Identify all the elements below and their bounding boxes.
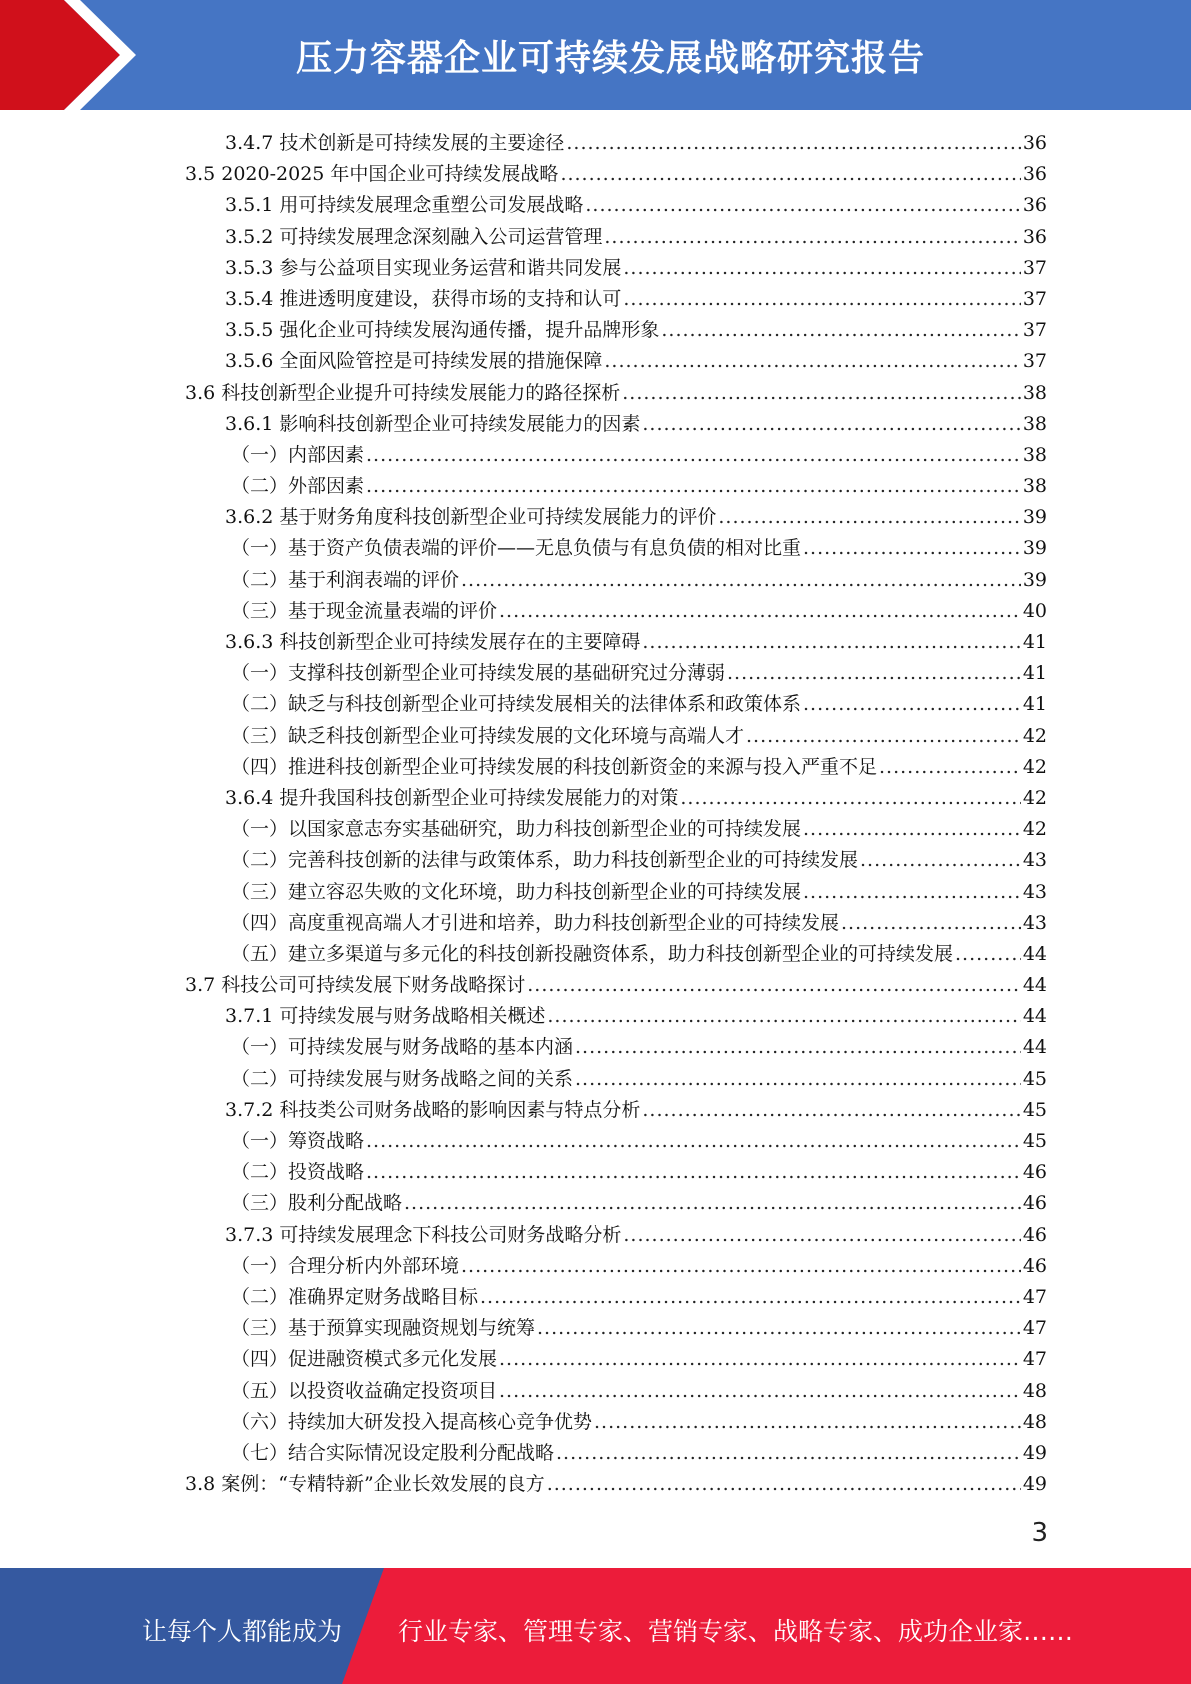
- toc-entry[interactable]: [185, 658, 1047, 689]
- toc-entry-page: 42: [1022, 755, 1047, 778]
- toc-entry[interactable]: [185, 970, 1047, 1001]
- toc-entry-title: （一）内部因素: [231, 443, 365, 466]
- toc-entry[interactable]: [185, 346, 1047, 377]
- toc-entry-page: 38: [1022, 475, 1047, 498]
- toc-dot-leader: [366, 440, 1021, 471]
- toc-entry[interactable]: [185, 689, 1047, 720]
- toc-entry[interactable]: [185, 627, 1047, 658]
- toc-entry-page: 36: [1022, 225, 1047, 248]
- toc-entry-title: （三）股利分配战略: [231, 1192, 403, 1215]
- toc-entry-title: （四）推进科技创新型企业可持续发展的科技创新资金的来源与投入严重不足: [231, 755, 878, 778]
- toc-entry[interactable]: [185, 1282, 1047, 1313]
- toc-entry-title: （一）基于资产负债表端的评价——无息负债与有息负债的相对比重: [231, 537, 802, 560]
- toc-entry[interactable]: [185, 845, 1047, 876]
- table-of-contents: [185, 128, 1047, 1500]
- toc-dot-leader: [803, 533, 1021, 564]
- toc-entry-title: （二）准确界定财务战略目标: [231, 1285, 479, 1308]
- toc-entry[interactable]: [185, 502, 1047, 533]
- toc-entry-title: （二）可持续发展与财务战略之间的关系: [231, 1067, 574, 1090]
- toc-entry-title: 3.5.3 参与公益项目实现业务运营和谐共同发展: [225, 256, 622, 279]
- toc-entry-title: （三）建立容忍失败的文化环境，助力科技创新型企业的可持续发展: [231, 880, 802, 903]
- toc-entry-title: （一）可持续发展与财务战略的基本内涵: [231, 1036, 574, 1059]
- toc-dot-leader: [860, 845, 1021, 876]
- toc-entry-page: 45: [1022, 1098, 1047, 1121]
- toc-dot-leader: [499, 1344, 1021, 1375]
- toc-dot-leader: [366, 1157, 1021, 1188]
- footer-slogan-right: 行业专家、管理专家、营销专家、战略专家、成功企业家……: [398, 1617, 1074, 1646]
- toc-entry-page: 43: [1022, 880, 1047, 903]
- toc-entry-title: （二）投资战略: [231, 1161, 365, 1184]
- toc-entry-page: 46: [1022, 1161, 1047, 1184]
- toc-entry-title: 3.5.4 推进透明度建设，获得市场的支持和认可: [225, 287, 622, 310]
- toc-entry-title: （四）促进融资模式多元化发展: [231, 1348, 498, 1371]
- toc-dot-leader: [803, 689, 1021, 720]
- toc-dot-leader: [560, 159, 1020, 190]
- toc-dot-leader: [879, 752, 1021, 783]
- toc-entry-title: 3.7 科技公司可持续发展下财务战略探讨: [185, 974, 526, 997]
- toc-entry[interactable]: [185, 190, 1047, 221]
- toc-entry-page: 48: [1022, 1379, 1047, 1402]
- toc-entry[interactable]: [185, 596, 1047, 627]
- toc-entry-title: 3.6 科技创新型企业提升可持续发展能力的路径探析: [185, 381, 621, 404]
- toc-entry-title: （一）支撑科技创新型企业可持续发展的基础研究过分薄弱: [231, 662, 726, 685]
- toc-entry-title: 3.5.6 全面风险管控是可持续发展的措施保障: [225, 350, 603, 373]
- toc-dot-leader: [575, 1032, 1021, 1063]
- toc-entry[interactable]: [185, 315, 1047, 346]
- toc-entry-page: 46: [1022, 1223, 1047, 1246]
- toc-entry-title: 3.5 2020-2025 年中国企业可持续发展战略: [185, 163, 559, 186]
- toc-entry[interactable]: [185, 1469, 1047, 1500]
- toc-entry-page: 47: [1022, 1285, 1047, 1308]
- toc-entry-page: 37: [1022, 319, 1047, 342]
- toc-dot-leader: [642, 1095, 1020, 1126]
- toc-dot-leader: [547, 1001, 1020, 1032]
- toc-dot-leader: [585, 190, 1020, 221]
- toc-entry-page: 41: [1022, 662, 1047, 685]
- toc-entry-page: 46: [1022, 1192, 1047, 1215]
- page-number: 3: [1031, 1518, 1048, 1548]
- toc-entry[interactable]: [185, 378, 1047, 409]
- toc-entry-title: 3.7.2 科技类公司财务战略的影响因素与特点分析: [225, 1098, 641, 1121]
- toc-entry-title: 3.5.5 强化企业可持续发展沟通传播，提升品牌形象: [225, 319, 660, 342]
- toc-entry[interactable]: [185, 1032, 1047, 1063]
- toc-entry[interactable]: [185, 1344, 1047, 1375]
- toc-entry-title: （七）结合实际情况设定股利分配战略: [231, 1441, 555, 1464]
- toc-dot-leader: [527, 970, 1021, 1001]
- toc-dot-leader: [461, 1251, 1021, 1282]
- toc-entry[interactable]: [185, 1376, 1047, 1407]
- toc-dot-leader: [803, 814, 1021, 845]
- toc-entry[interactable]: [185, 1220, 1047, 1251]
- toc-entry-page: 41: [1022, 631, 1047, 653]
- toc-entry-page: 38: [1022, 381, 1047, 404]
- toc-entry-page: 37: [1022, 350, 1047, 373]
- toc-entry-title: （五）建立多渠道与多元化的科技创新投融资体系，助力科技创新型企业的可持续发展: [231, 942, 954, 965]
- toc-dot-leader: [556, 1438, 1021, 1469]
- toc-dot-leader: [604, 222, 1020, 253]
- toc-dot-leader: [955, 939, 1021, 970]
- toc-entry[interactable]: [185, 877, 1047, 908]
- toc-entry[interactable]: [185, 409, 1047, 440]
- toc-entry-page: 45: [1022, 1067, 1047, 1090]
- toc-entry-page: 44: [1022, 942, 1047, 965]
- toc-entry-title: （一）合理分析内外部环境: [231, 1254, 460, 1277]
- toc-entry-page: 38: [1022, 412, 1047, 435]
- toc-entry[interactable]: [185, 814, 1047, 845]
- toc-entry-title: （五）以投资收益确定投资项目: [231, 1379, 498, 1402]
- toc-entry[interactable]: [185, 1188, 1047, 1219]
- toc-entry-title: （三）缺乏科技创新型企业可持续发展的文化环境与高端人才: [231, 724, 745, 747]
- toc-dot-leader: [499, 596, 1021, 627]
- toc-entry[interactable]: [185, 721, 1047, 752]
- toc-dot-leader: [841, 908, 1021, 939]
- toc-entry[interactable]: [185, 222, 1047, 253]
- toc-entry[interactable]: [185, 1126, 1047, 1157]
- toc-entry-title: 3.8 案例：“专精特新”企业长效发展的良方: [185, 1473, 545, 1496]
- toc-entry-page: 38: [1022, 443, 1047, 466]
- toc-dot-leader: [623, 1220, 1020, 1251]
- toc-entry-page: 36: [1022, 194, 1047, 217]
- toc-entry[interactable]: [185, 1407, 1047, 1438]
- toc-entry[interactable]: [185, 1251, 1047, 1282]
- toc-entry-page: 36: [1022, 163, 1047, 186]
- toc-entry-title: 3.6.2 基于财务角度科技创新型企业可持续发展能力的评价: [225, 506, 717, 529]
- toc-entry[interactable]: [185, 533, 1047, 564]
- toc-entry-title: 3.5.2 可持续发展理念深刻融入公司运营管理: [225, 225, 603, 248]
- toc-dot-leader: [661, 315, 1020, 346]
- toc-entry[interactable]: [185, 565, 1047, 596]
- footer-band: [0, 1568, 1191, 1684]
- toc-entry-page: 42: [1022, 724, 1047, 747]
- toc-dot-leader: [594, 1407, 1021, 1438]
- toc-dot-leader: [718, 502, 1020, 533]
- toc-dot-leader: [547, 1469, 1021, 1500]
- toc-dot-leader: [623, 284, 1020, 315]
- toc-entry-title: （四）高度重视高端人才引进和培养，助力科技创新型企业的可持续发展: [231, 911, 840, 934]
- toc-entry[interactable]: [185, 253, 1047, 284]
- toc-entry-page: 46: [1022, 1254, 1047, 1277]
- toc-entry[interactable]: [185, 128, 1047, 159]
- toc-entry-title: 3.7.1 可持续发展与财务战略相关概述: [225, 1005, 546, 1028]
- toc-entry[interactable]: [185, 939, 1047, 970]
- toc-entry-title: 3.7.3 可持续发展理念下科技公司财务战略分析: [225, 1223, 622, 1246]
- toc-dot-leader: [499, 1376, 1021, 1407]
- toc-entry-page: 49: [1022, 1441, 1047, 1464]
- toc-dot-leader: [461, 565, 1021, 596]
- toc-entry-page: 47: [1022, 1348, 1047, 1371]
- toc-entry-title: （二）外部因素: [231, 475, 365, 498]
- toc-dot-leader: [746, 721, 1021, 752]
- toc-entry[interactable]: [185, 1313, 1047, 1344]
- toc-dot-leader: [366, 1126, 1021, 1157]
- toc-entry-title: （二）缺乏与科技创新型企业可持续发展相关的法律体系和政策体系: [231, 693, 802, 716]
- toc-entry-page: 39: [1022, 568, 1047, 591]
- toc-entry-page: 47: [1022, 1317, 1047, 1340]
- toc-entry-page: 41: [1022, 693, 1047, 716]
- toc-entry[interactable]: [185, 440, 1047, 471]
- toc-entry-page: 42: [1022, 786, 1047, 809]
- toc-dot-leader: [803, 877, 1021, 908]
- toc-entry[interactable]: [185, 752, 1047, 783]
- toc-entry-page: 44: [1022, 1036, 1047, 1059]
- toc-dot-leader: [680, 783, 1020, 814]
- toc-entry[interactable]: [185, 1001, 1047, 1032]
- toc-entry-page: 40: [1022, 599, 1047, 622]
- document-title: 压力容器企业可持续发展战略研究报告: [295, 38, 925, 79]
- toc-entry[interactable]: [185, 471, 1047, 502]
- toc-dot-leader: [537, 1313, 1021, 1344]
- toc-entry-page: 39: [1022, 506, 1047, 529]
- toc-entry[interactable]: [185, 1438, 1047, 1469]
- toc-entry-page: 37: [1022, 287, 1047, 310]
- toc-entry[interactable]: [185, 783, 1047, 814]
- toc-entry-page: 43: [1022, 849, 1047, 872]
- toc-entry-title: （三）基于预算实现融资规划与统筹: [231, 1317, 536, 1340]
- toc-entry-title: （二）完善科技创新的法律与政策体系，助力科技创新型企业的可持续发展: [231, 849, 859, 872]
- toc-entry-title: 3.5.1 用可持续发展理念重塑公司发展战略: [225, 194, 584, 217]
- toc-entry[interactable]: [185, 1095, 1047, 1126]
- toc-dot-leader: [642, 409, 1020, 440]
- toc-entry-page: 39: [1022, 537, 1047, 560]
- toc-entry-page: 37: [1022, 256, 1047, 279]
- toc-entry-title: 3.6.4 提升我国科技创新型企业可持续发展能力的对策: [225, 786, 679, 809]
- toc-entry-page: 45: [1022, 1130, 1047, 1152]
- toc-entry-page: 44: [1022, 974, 1047, 997]
- toc-dot-leader: [604, 346, 1020, 377]
- toc-entry-page: 48: [1022, 1410, 1047, 1433]
- toc-entry-page: 43: [1022, 911, 1047, 934]
- toc-entry[interactable]: [185, 284, 1047, 315]
- toc-entry-title: （一）筹资战略: [231, 1130, 365, 1152]
- toc-entry-title: 3.4.7 技术创新是可持续发展的主要途径: [225, 132, 565, 154]
- toc-dot-leader: [642, 627, 1020, 658]
- footer-slogan-left: 让每个人都能成为: [142, 1617, 343, 1646]
- toc-entry[interactable]: [185, 908, 1047, 939]
- toc-entry[interactable]: [185, 159, 1047, 190]
- toc-entry-title: （三）基于现金流量表端的评价: [231, 599, 498, 622]
- toc-dot-leader: [404, 1188, 1021, 1219]
- toc-entry-title: （二）基于利润表端的评价: [231, 568, 460, 591]
- toc-dot-leader: [623, 253, 1020, 284]
- toc-entry-page: 42: [1022, 818, 1047, 841]
- toc-entry-title: （一）以国家意志夯实基础研究，助力科技创新型企业的可持续发展: [231, 818, 802, 841]
- toc-entry-page: 44: [1022, 1005, 1047, 1028]
- toc-dot-leader: [366, 471, 1021, 502]
- toc-dot-leader: [575, 1064, 1021, 1095]
- toc-entry-title: （六）持续加大研发投入提高核心竞争优势: [231, 1410, 593, 1433]
- toc-dot-leader: [622, 378, 1021, 409]
- toc-dot-leader: [727, 658, 1021, 689]
- toc-dot-leader: [480, 1282, 1021, 1313]
- toc-entry[interactable]: [185, 1064, 1047, 1095]
- toc-entry[interactable]: [185, 1157, 1047, 1188]
- toc-dot-leader: [566, 128, 1020, 159]
- toc-entry-title: 3.6.3 科技创新型企业可持续发展存在的主要障碍: [225, 631, 641, 653]
- toc-entry-page: 36: [1022, 132, 1047, 154]
- header-band: [0, 0, 1191, 110]
- toc-entry-page: 49: [1022, 1473, 1047, 1496]
- toc-entry-title: 3.6.1 影响科技创新型企业可持续发展能力的因素: [225, 412, 641, 435]
